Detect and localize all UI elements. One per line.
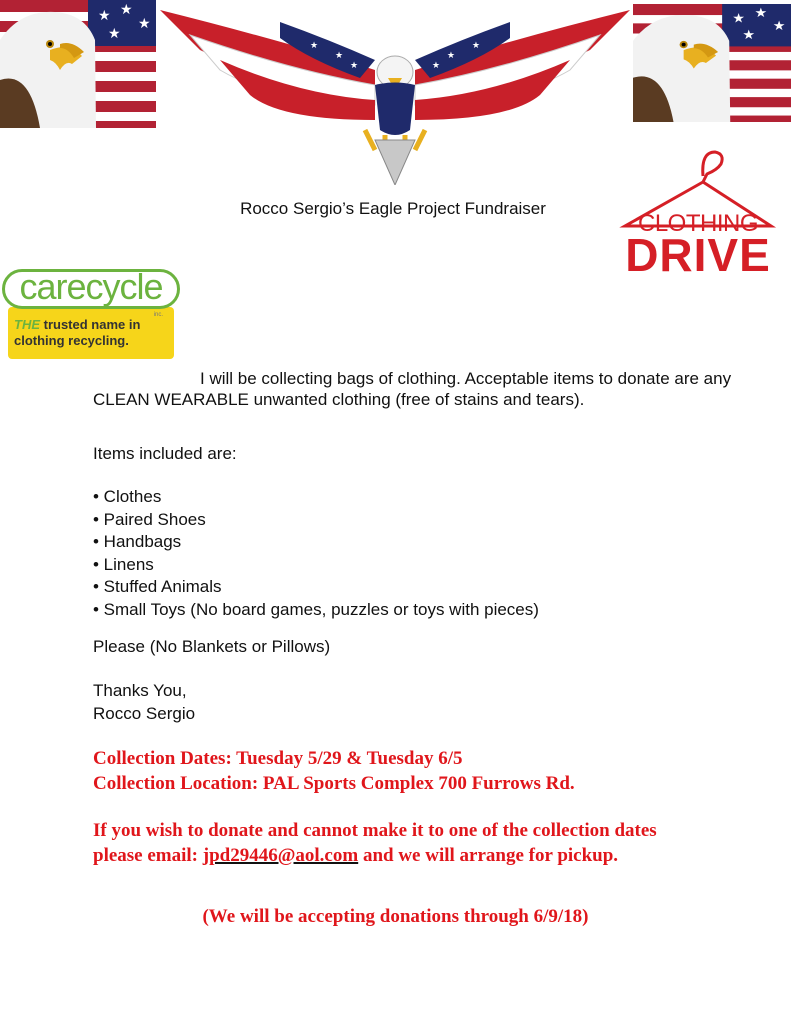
- carecycle-wordmark-box: [2, 266, 180, 318]
- email-note-after: and we will arrange for pickup.: [358, 845, 619, 866]
- email-note-before: If you wish to donate and cannot make it to one of the collection dates please email:: [93, 820, 657, 866]
- exclusion-note: Please (No Blankets or Pillows): [93, 637, 331, 656]
- clothing-drive-line1: CLOTHING: [637, 210, 758, 237]
- list-item: • Paired Shoes: [93, 509, 206, 529]
- clothing-drive-logo: [617, 148, 779, 281]
- list-item: • Clothes: [93, 487, 162, 506]
- carecycle-tagline-rest: trusted name in clothing recycling.: [14, 317, 141, 348]
- svg-text:★: ★: [310, 41, 319, 51]
- items-heading: Items included are:: [93, 444, 237, 463]
- intro-text: I will be collecting bags of clothing. Acceptable items to donate are any CLEAN WEARABLE unwanted clothing (free of stains and tears).: [93, 369, 732, 409]
- carecycle-wordmark: carecycle: [19, 266, 163, 307]
- signature-name: Rocco Sergio: [93, 704, 196, 723]
- page-title: Rocco Sergio’s Eagle Project Fundraiser: [240, 199, 546, 218]
- collection-dates: Collection Dates: Tuesday 5/29 & Tuesday 6/5: [93, 748, 463, 769]
- carecycle-inc: inc.: [153, 312, 163, 318]
- svg-text:★: ★: [446, 51, 455, 61]
- svg-text:★: ★: [431, 61, 440, 71]
- items-list: [93, 486, 539, 622]
- email-note: [93, 818, 693, 868]
- list-item: • Stuffed Animals: [93, 577, 222, 597]
- svg-text:★: ★: [471, 41, 480, 51]
- svg-text:★: ★: [138, 16, 151, 32]
- svg-text:★: ★: [732, 11, 745, 27]
- list-item: • Handbags: [93, 532, 182, 552]
- eagle-flag-image-left: [0, 0, 156, 128]
- svg-text:★: ★: [742, 27, 756, 43]
- svg-text:★: ★: [108, 26, 121, 42]
- svg-text:★: ★: [98, 8, 111, 24]
- spread-eagle-image: [160, 0, 630, 185]
- clothing-drive-line2: DRIVE: [625, 229, 771, 281]
- intro-paragraph: [93, 368, 733, 410]
- svg-text:★: ★: [772, 18, 786, 34]
- closing: Thanks You,: [93, 681, 187, 700]
- carecycle-tagline-the: THE: [14, 317, 40, 332]
- collection-location: Collection Location: PAL Sports Complex 700 Furrows Rd.: [93, 773, 575, 794]
- eagle-flag-image-right: [633, 4, 791, 122]
- svg-text:★: ★: [350, 61, 359, 71]
- list-item: • Linens: [93, 554, 154, 574]
- svg-text:★: ★: [754, 5, 768, 21]
- svg-text:★: ★: [120, 2, 133, 18]
- carecycle-logo: [0, 259, 184, 362]
- list-item: • Small Toys (No board games, puzzles or toys with pieces): [93, 599, 539, 619]
- email-link[interactable]: jpd29446@aol.com: [202, 845, 359, 866]
- svg-text:★: ★: [335, 51, 344, 61]
- carecycle-tagline: [14, 317, 174, 349]
- donation-deadline: (We will be accepting donations through 6/9/18): [202, 906, 589, 927]
